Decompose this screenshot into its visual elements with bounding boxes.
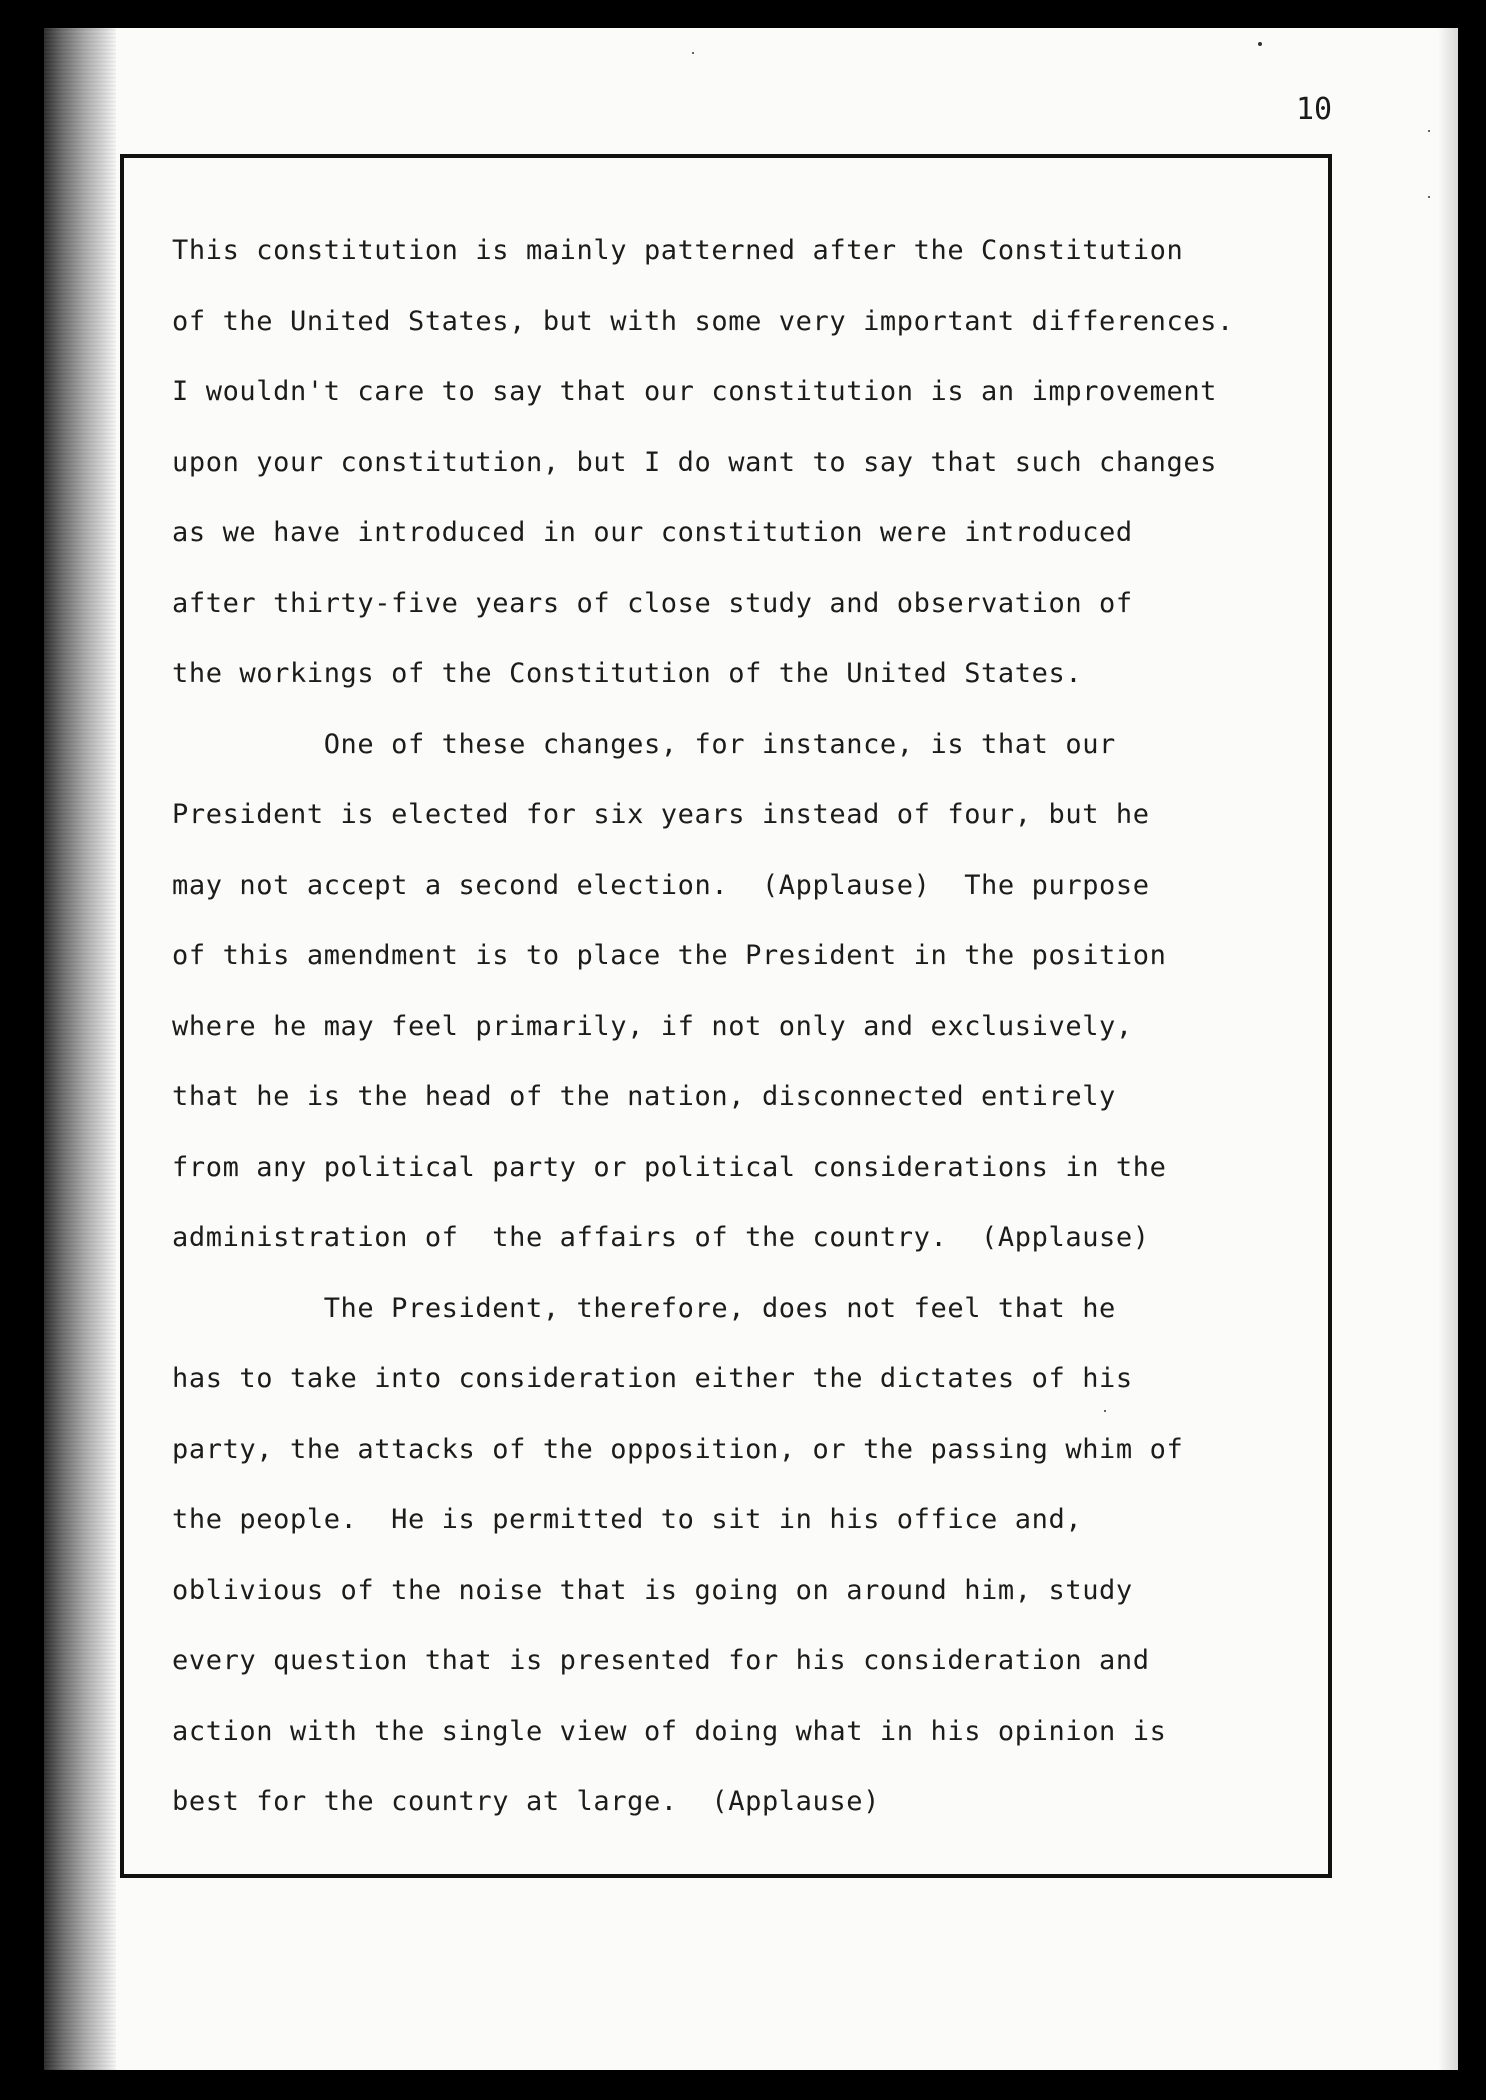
text-line: as we have introduced in our constitution were introduced xyxy=(172,517,1133,548)
text-line: best for the country at large. (Applause) xyxy=(172,1786,880,1817)
paper-right-edge xyxy=(1438,28,1458,2070)
text-line: where he may feel primarily, if not only and exclusively, xyxy=(172,1010,1133,1042)
scan-speck xyxy=(1258,42,1262,46)
text-line: oblivious of the noise that is going on around him, study xyxy=(172,1574,1133,1606)
scan-speck xyxy=(1428,196,1430,198)
scan-speck xyxy=(692,52,694,54)
text-line: upon your constitution, but I do want to say that such changes xyxy=(172,446,1218,478)
binding-edge-shadow xyxy=(44,28,116,2070)
text-line: This constitution is mainly patterned after the Constitution xyxy=(172,235,1184,266)
scan-speck xyxy=(1104,1410,1106,1412)
text-line: One of these changes, for instance, is that our xyxy=(172,728,1116,760)
scan-speck xyxy=(1428,130,1430,132)
text-line: has to take into consideration either the dictates of his xyxy=(172,1363,1133,1394)
text-line: after thirty-five years of close study and observation of xyxy=(172,587,1133,619)
text-line: party, the attacks of the opposition, or the passing whim of xyxy=(172,1433,1184,1465)
text-line: of this amendment is to place the President in the position xyxy=(172,940,1167,971)
page-number: 10 xyxy=(1296,92,1333,127)
text-line: President is elected for six years instead of four, but he xyxy=(172,799,1150,830)
text-line: the people. He is permitted to sit in his office and, xyxy=(172,1504,1083,1535)
typed-text-body xyxy=(172,226,1342,1848)
text-line: that he is the head of the nation, disconnected entirely xyxy=(172,1081,1116,1112)
text-line: The President, therefore, does not feel that he xyxy=(172,1292,1116,1324)
text-line: administration of the affairs of the country. (Applause) xyxy=(172,1222,1150,1253)
text-line: the workings of the Constitution of the United States. xyxy=(172,658,1083,689)
text-line: from any political party or political considerations in the xyxy=(172,1151,1167,1183)
text-line: I wouldn't care to say that our constitution is an improvement xyxy=(172,376,1218,407)
text-line: of the United States, but with some very important differences. xyxy=(172,305,1234,337)
text-line: may not accept a second election. (Applause) The purpose xyxy=(172,869,1150,901)
text-line: action with the single view of doing what in his opinion is xyxy=(172,1715,1167,1747)
text-line: every question that is presented for his consideration and xyxy=(172,1645,1150,1676)
